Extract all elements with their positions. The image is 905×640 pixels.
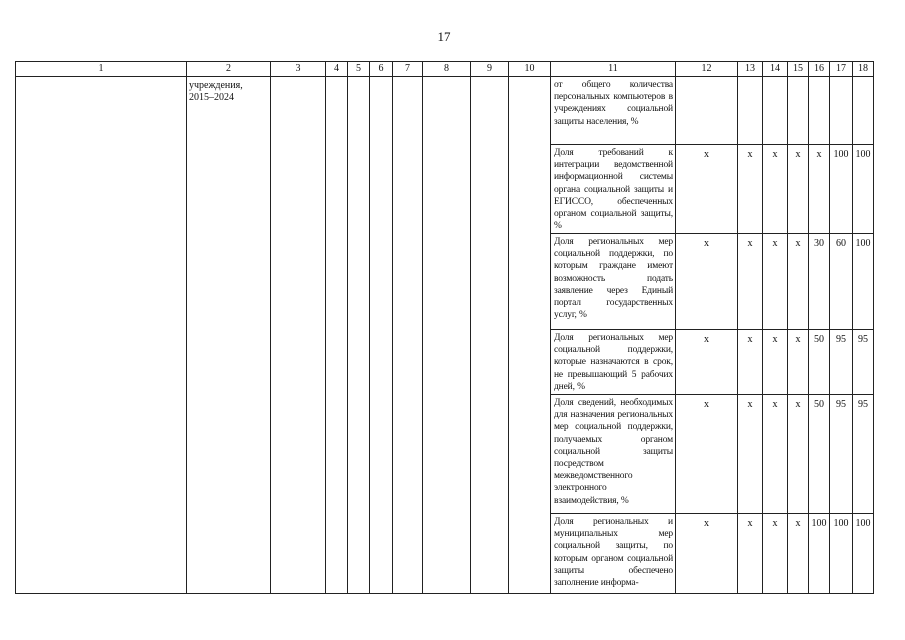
value-cell [676, 77, 738, 145]
col-header: 11 [551, 62, 676, 77]
value-cell: x [676, 145, 738, 234]
value-cell: x [738, 234, 763, 330]
col3-cell [271, 77, 326, 594]
value-cell: x [763, 514, 788, 594]
value-cell [809, 77, 830, 145]
value-cell: x [763, 330, 788, 395]
indicator-text: Доля требований к интеграции ведомственной информационной системы органа социальной защиты и ЕГИССО, обеспеченных органом социальной защиты, % [551, 145, 676, 234]
col4-cell [326, 77, 348, 594]
col-header: 12 [676, 62, 738, 77]
col-header: 8 [423, 62, 471, 77]
col7-cell [393, 77, 423, 594]
col-header: 9 [471, 62, 509, 77]
header-row [16, 62, 874, 77]
col10-cell [509, 77, 551, 594]
value-cell [788, 77, 809, 145]
value-cell: 30 [809, 234, 830, 330]
col-header: 17 [830, 62, 853, 77]
col8-cell [423, 77, 471, 594]
indicator-text: Доля региональных мер социальной поддержки, по которым граждане имеют возможность подать заявление через Единый портал государственных услуг, % [551, 234, 676, 330]
value-cell: x [676, 514, 738, 594]
col-header: 6 [370, 62, 393, 77]
col-header: 10 [509, 62, 551, 77]
value-cell: 100 [830, 145, 853, 234]
value-cell: 100 [809, 514, 830, 594]
col-header: 1 [16, 62, 187, 77]
col9-cell [471, 77, 509, 594]
indicator-text: Доля региональных и муниципальных мер социальной защиты, по которым органом социальной защиты обеспечено заполнение информа- [551, 514, 676, 594]
col-header: 16 [809, 62, 830, 77]
value-cell [763, 77, 788, 145]
value-cell [738, 77, 763, 145]
value-cell: 60 [830, 234, 853, 330]
value-cell: 100 [853, 234, 874, 330]
col-header: 2 [187, 62, 271, 77]
value-cell: x [738, 514, 763, 594]
value-cell: x [738, 395, 763, 514]
col2-cell: учреждения, 2015–2024 [187, 77, 271, 594]
value-cell: x [676, 395, 738, 514]
indicator-text: от общего количества персональных компьютеров в учреждениях социальной защиты населения, % [551, 77, 676, 145]
value-cell: 95 [830, 395, 853, 514]
value-cell: x [763, 234, 788, 330]
value-cell: x [788, 145, 809, 234]
value-cell: x [788, 395, 809, 514]
indicator-text: Доля сведений, необходимых для назначения региональных мер социальной поддержки, получаемых органом социальной защиты посредством межведомственного электронного взаимодействия, % [551, 395, 676, 514]
value-cell: x [676, 330, 738, 395]
value-cell: x [763, 145, 788, 234]
value-cell: 50 [809, 395, 830, 514]
col-header: 15 [788, 62, 809, 77]
col1-cell [16, 77, 187, 594]
value-cell: 100 [853, 145, 874, 234]
program-table [15, 61, 874, 594]
value-cell: x [763, 395, 788, 514]
value-cell: 95 [853, 330, 874, 395]
col-header: 14 [763, 62, 788, 77]
value-cell: x [738, 145, 763, 234]
col-header: 4 [326, 62, 348, 77]
col5-cell [348, 77, 370, 594]
value-cell: 100 [853, 514, 874, 594]
col-header: 7 [393, 62, 423, 77]
value-cell: x [809, 145, 830, 234]
value-cell: x [788, 514, 809, 594]
value-cell: x [676, 234, 738, 330]
value-cell [853, 77, 874, 145]
table-row [16, 77, 874, 145]
value-cell: 100 [830, 514, 853, 594]
col-header: 13 [738, 62, 763, 77]
value-cell: 95 [853, 395, 874, 514]
value-cell: x [788, 234, 809, 330]
value-cell: x [788, 330, 809, 395]
value-cell: x [738, 330, 763, 395]
col6-cell [370, 77, 393, 594]
indicator-text: Доля региональных мер социальной поддержки, которые назначаются в срок, не превышающий 5 рабочих дней, % [551, 330, 676, 395]
page-number: 17 [437, 29, 451, 44]
value-cell: 95 [830, 330, 853, 395]
value-cell: 50 [809, 330, 830, 395]
value-cell [830, 77, 853, 145]
col-header: 3 [271, 62, 326, 77]
col-header: 18 [853, 62, 874, 77]
col-header: 5 [348, 62, 370, 77]
